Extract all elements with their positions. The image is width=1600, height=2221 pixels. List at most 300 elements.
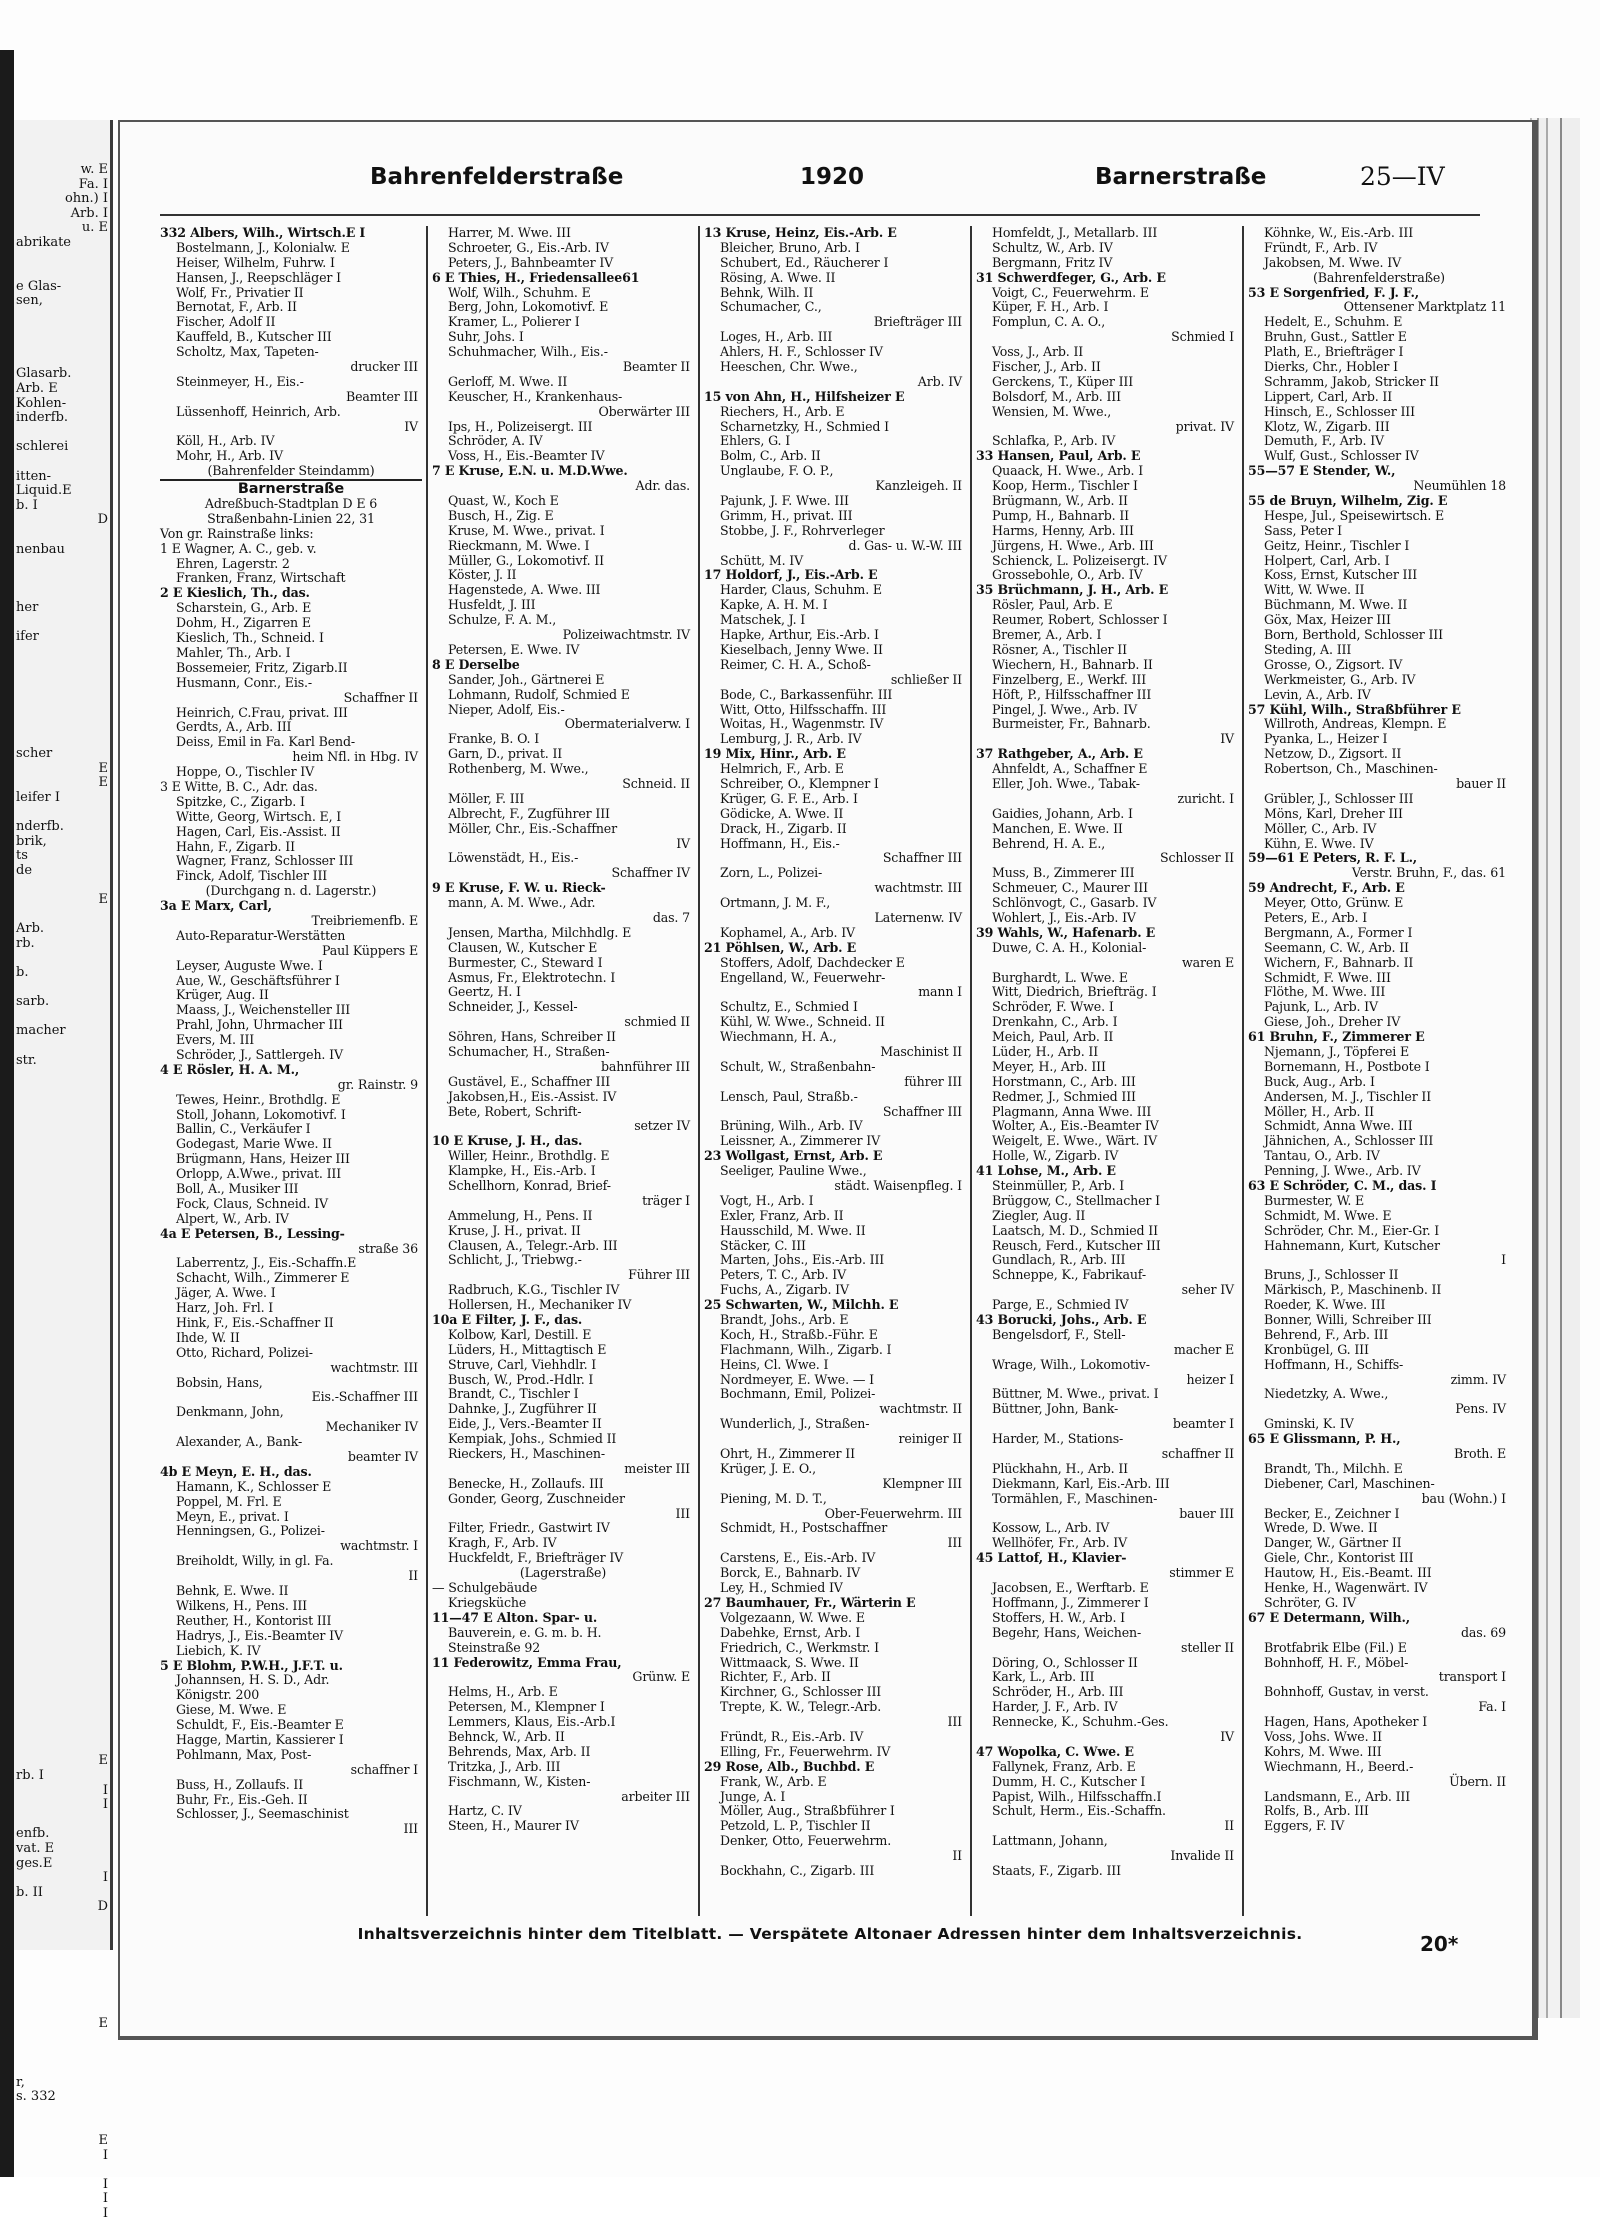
- column-divider: [426, 226, 428, 1916]
- directory-entry-line: Hahnemann, Kurt, Kutscher: [1264, 1237, 1440, 1253]
- directory-entry-line: Brandt, C., Tischler I: [448, 1386, 579, 1402]
- previous-page-text-line: I: [102, 2147, 108, 2163]
- directory-entry-line: Wilkens, H., Pens. III: [176, 1597, 308, 1613]
- directory-entry-line: III: [403, 1821, 418, 1837]
- directory-entry-line: Brügmann, W., Arb. II: [992, 493, 1128, 509]
- directory-entry-line: Scholtz, Max, Tapeten-: [176, 344, 319, 360]
- directory-entry-line: Suhr, Johs. I: [448, 329, 524, 345]
- directory-entry-line: Arb. IV: [917, 373, 962, 389]
- directory-entry-line: Behnk, Wilh. II: [720, 284, 814, 300]
- directory-entry-line: Ehren, Lagerstr. 2: [176, 555, 290, 571]
- directory-entry-line: Schlicht, J., Triebwg.-: [448, 1252, 582, 1268]
- previous-page-text-line: Fa. I: [78, 176, 108, 192]
- directory-entry-line: Weigelt, E. Wwe., Wärt. IV: [992, 1133, 1158, 1149]
- directory-entry-line: Bolsdorf, M., Arb. III: [992, 388, 1121, 404]
- directory-entry-line: Witt, W. Wwe. II: [1264, 582, 1365, 598]
- directory-entry-line: Kanzleigeh. II: [875, 478, 962, 494]
- directory-entry-line: Wolf, Wilh., Schuhm. E: [448, 284, 591, 300]
- directory-entry-line: IV: [1220, 1728, 1234, 1744]
- directory-entry-line: führer III: [904, 1073, 962, 1089]
- directory-entry-line: Clausen, W., Kutscher E: [448, 939, 598, 955]
- directory-entry-line: Woitas, H., Wagenmstr. IV: [720, 716, 884, 732]
- directory-entry-line: Bossemeier, Fritz, Zigarb.II: [176, 659, 348, 675]
- directory-entry-line: Tormählen, F., Maschinen-: [992, 1490, 1158, 1506]
- previous-page-text-line: ges.E: [16, 1855, 53, 1871]
- directory-entry-line: Grünw. E: [632, 1669, 690, 1685]
- directory-entry-line: Schroeter, G., Eis.-Arb. IV: [448, 239, 609, 255]
- directory-entry-line: Söhren, Hans, Schreiber II: [448, 1029, 616, 1045]
- directory-entry-line: Berg, John, Lokomotivf. E: [448, 299, 609, 315]
- directory-entry-line: Lüders, H., Mittagtisch E: [448, 1341, 607, 1357]
- directory-entry-line: Gustävel, E., Schaffner III: [448, 1073, 611, 1089]
- directory-entry-line: Aue, W., Geschäftsführer I: [176, 972, 340, 988]
- previous-page-text-line: s. 332: [16, 2089, 56, 2105]
- directory-entry-line: Gonder, Georg, Zuschneider: [448, 1490, 625, 1506]
- directory-entry-line: Flachmann, Wilh., Zigarb. I: [720, 1341, 892, 1357]
- directory-entry-line: Sass, Peter I: [1264, 522, 1342, 538]
- directory-entry-line: Geertz, H. I: [448, 984, 521, 1000]
- directory-entry-line: Engelland, W., Feuerwehr-: [720, 969, 886, 985]
- directory-entry-line: Schumacher, H., Straßen-: [448, 1043, 610, 1059]
- directory-entry-line: Voss, H., Eis.-Beamter IV: [448, 448, 605, 464]
- directory-entry-line: 11 Federowitz, Emma Frau,: [432, 1654, 622, 1670]
- directory-entry-line: Schröder, A. IV: [448, 433, 543, 449]
- previous-page-text-line: de: [16, 862, 33, 878]
- directory-entry-line: Landsmann, E., Arb. III: [1264, 1788, 1411, 1804]
- directory-entry-line: IV: [404, 418, 418, 434]
- directory-entry-line: Begehr, Hans, Weichen-: [992, 1624, 1142, 1640]
- directory-entry-line: Hagge, Martin, Kassierer I: [176, 1731, 344, 1747]
- directory-entry-line: Rolfs, B., Arb. III: [1264, 1803, 1369, 1819]
- directory-entry-line: Henningsen, G., Polizei-: [176, 1523, 325, 1539]
- directory-entry-line: Möller, F. III: [448, 790, 525, 806]
- directory-entry-line: 3 E Witte, B. C., Adr. das.: [160, 778, 318, 794]
- directory-entry-line: Garn, D., privat. II: [448, 746, 563, 762]
- directory-entry-line: Fa. I: [1478, 1699, 1506, 1715]
- directory-entry-line: Fischer, Adolf II: [176, 314, 276, 330]
- directory-entry-line: Schmeuer, C., Maurer III: [992, 880, 1148, 896]
- directory-entry-line: mann, A. M. Wwe., Adr.: [448, 895, 596, 911]
- directory-entry-line: Diebener, Carl, Maschinen-: [1264, 1475, 1435, 1491]
- previous-page-text-line: scher: [16, 746, 53, 761]
- directory-entry-line: Wohlert, J., Eis.-Arb. IV: [992, 909, 1136, 925]
- header-rule: [160, 214, 1480, 216]
- directory-entry-line: das. 7: [652, 909, 690, 925]
- directory-entry-line: Kruse, J. H., privat. II: [448, 1222, 581, 1238]
- directory-entry-line: Koop, Herm., Tischler I: [992, 478, 1138, 494]
- directory-entry-line: Wichern, F., Bahnarb. II: [1264, 954, 1414, 970]
- directory-entry-line: Ober-Feuerwehrm. III: [824, 1505, 962, 1521]
- directory-entry-line: 7 E Kruse, E.N. u. M.D.Wwe.: [432, 463, 628, 479]
- directory-entry-line: städt. Waisenpfleg. I: [834, 1178, 962, 1193]
- directory-entry-line: Rösler, Paul, Arb. E: [992, 597, 1113, 613]
- directory-entry-line: Meich, Paul, Arb. II: [992, 1029, 1114, 1045]
- directory-entry-line: Bergmann, A., Former I: [1264, 924, 1413, 940]
- directory-entry-line: Schultz, E., Schmied I: [720, 999, 858, 1015]
- directory-entry-line: Gminski, K. IV: [1264, 1416, 1354, 1432]
- directory-entry-line: II: [1224, 1818, 1234, 1834]
- directory-entry-line: Danger, W., Gärtner II: [1264, 1535, 1402, 1551]
- directory-entry-line: III: [947, 1714, 962, 1730]
- directory-entry-line: setzer IV: [634, 1118, 690, 1134]
- directory-entry-line: Straßenbahn-Linien 22, 31: [207, 510, 375, 526]
- directory-entry-line: Alpert, W., Arb. IV: [176, 1210, 289, 1226]
- directory-entry-line: Carstens, E., Eis.-Arb. IV: [720, 1550, 876, 1566]
- column-1: [160, 226, 422, 1916]
- directory-entry-line: 61 Bruhn, F., Zimmerer E: [1248, 1029, 1425, 1045]
- directory-entry-line: Behrend, H. A. E.,: [992, 835, 1106, 851]
- directory-entry-line: Ips, H., Polizeisergt. III: [448, 418, 593, 434]
- directory-entry-line: Gerloff, M. Wwe. II: [448, 373, 568, 389]
- directory-entry-line: Jürgens, H. Wwe., Arb. III: [992, 537, 1154, 553]
- directory-entry-line: Führer III: [628, 1267, 690, 1283]
- directory-entry-line: Höft, P., Hilfsschaffner III: [992, 686, 1152, 702]
- directory-entry-line: schließer II: [890, 671, 962, 687]
- directory-entry-line: Schellhorn, Konrad, Brief-: [448, 1178, 611, 1193]
- directory-entry-line: Richter, F., Arb. II: [720, 1669, 831, 1685]
- directory-entry-line: Laberrentz, J., Eis.-Schaffn.E: [176, 1255, 357, 1271]
- directory-entry-line: Gerckens, T., Küper III: [992, 373, 1134, 389]
- directory-entry-line: Witte, Georg, Wirtsch. E, I: [176, 808, 342, 824]
- directory-entry-line: Trepte, K. W., Telegr.-Arb.: [720, 1699, 882, 1715]
- directory-entry-line: Müller, G., Lokomotivf. II: [448, 552, 604, 568]
- directory-entry-line: Schmied I: [1171, 329, 1234, 345]
- directory-entry-line: Reusch, Ferd., Kutscher III: [992, 1237, 1161, 1253]
- directory-entry-line: Born, Berthold, Schlosser III: [1264, 627, 1443, 643]
- directory-entry-line: Möller, Aug., Straßbführer I: [720, 1803, 895, 1819]
- previous-page-text-line: ohn.) I: [64, 191, 108, 207]
- directory-entry-line: Hagenstede, A. Wwe. III: [448, 582, 601, 598]
- directory-entry-line: Köll, H., Arb. IV: [176, 433, 275, 449]
- directory-entry-line: Hapke, Arthur, Eis.-Arb. I: [720, 627, 879, 643]
- directory-entry-line: Schubert, Ed., Räucherer I: [720, 254, 889, 270]
- directory-entry-line: Drack, H., Zigarb. II: [720, 820, 847, 836]
- directory-entry-line: Obermaterialverw. I: [564, 716, 690, 732]
- directory-entry-line: Schröder, F. Wwe. I: [992, 999, 1114, 1015]
- directory-entry-line: Borck, E., Bahnarb. IV: [720, 1565, 861, 1581]
- directory-entry-line: 55—57 E Stender, W.,: [1248, 463, 1396, 479]
- directory-entry-line: Kühl, W. Wwe., Schneid. II: [720, 1014, 885, 1030]
- directory-entry-line: Löwenstädt, H., Eis.-: [448, 850, 579, 866]
- directory-entry-line: Parge, E., Schmied IV: [992, 1297, 1129, 1313]
- directory-entry-line: Muss, B., Zimmerer III: [992, 865, 1135, 881]
- directory-entry-line: Oberwärter III: [598, 403, 690, 419]
- directory-entry-line: Köster, J. II: [448, 567, 517, 583]
- directory-entry-line: (Durchgang n. d. Lagerstr.): [205, 883, 377, 899]
- directory-entry-line: Voigt, C., Feuerwehrm. E: [992, 284, 1149, 300]
- directory-entry-line: Tritzka, J., Arb. III: [448, 1758, 561, 1774]
- directory-entry-line: Fründt, R., Eis.-Arb. IV: [720, 1728, 864, 1744]
- directory-entry-line: Grosse, O., Zigsort. IV: [1264, 656, 1403, 672]
- directory-entry-line: Bruns, J., Schlosser II: [1264, 1267, 1399, 1283]
- directory-entry-line: heizer I: [1186, 1371, 1234, 1387]
- directory-entry-line: Invalide II: [1170, 1848, 1234, 1864]
- directory-entry-line: Harder, M., Stations-: [992, 1431, 1124, 1447]
- directory-entry-line: Niedetzky, A. Wwe.,: [1264, 1386, 1389, 1402]
- directory-entry-line: Wolter, A., Eis.-Beamter IV: [992, 1118, 1159, 1134]
- directory-entry-line: 57 Kühl, Wilh., Straßbführer E: [1248, 701, 1461, 717]
- directory-entry-line: Stoffers, H. W., Arb. I: [992, 1609, 1125, 1625]
- directory-entry-line: 31 Schwerdfeger, G., Arb. E: [976, 269, 1166, 285]
- directory-entry-line: Rösner, A., Tischler II: [992, 641, 1127, 657]
- previous-page-text-line: leifer I: [16, 789, 60, 805]
- directory-entry-line: Schaffner III: [882, 1103, 962, 1119]
- directory-entry-line: 8 E Derselbe: [432, 656, 520, 672]
- directory-entry-line: Becker, E., Zeichner I: [1264, 1505, 1400, 1521]
- directory-entry-line: Möller, H., Arb. II: [1264, 1103, 1374, 1119]
- directory-entry-line: Jensen, Martha, Milchhdlg. E: [448, 924, 632, 940]
- directory-entry-line: Rennecke, K., Schuhm.-Ges.: [992, 1714, 1169, 1730]
- directory-entry-line: Ammelung, H., Pens. II: [448, 1207, 593, 1223]
- directory-entry-line: Schlönvogt, C., Gasarb. IV: [992, 895, 1157, 911]
- directory-entry-line: Bleicher, Bruno, Arb. I: [720, 239, 860, 255]
- directory-entry-line: Eis.-Schaffner III: [311, 1389, 418, 1405]
- header-page-number: 25—IV: [1360, 162, 1445, 191]
- directory-entry-line: Bohnhoff, Gustav, in verst.: [1264, 1684, 1429, 1700]
- directory-entry-line: Schütt, M. IV: [720, 552, 804, 568]
- directory-entry-line: Willer, Heinr., Brothdlg. E: [448, 1148, 610, 1164]
- directory-entry-line: Willroth, Andreas, Klempn. E: [1264, 716, 1447, 732]
- directory-entry-line: Radbruch, K.G., Tischler IV: [448, 1282, 620, 1298]
- directory-entry-line: Lensch, Paul, Straßb.-: [720, 1088, 858, 1104]
- directory-entry-line: Brüning, Wilh., Arb. IV: [720, 1118, 863, 1134]
- previous-page-text-line: enfb.: [16, 1826, 50, 1842]
- directory-entry-line: Reuther, H., Kontorist III: [176, 1612, 332, 1628]
- directory-entry-line: 11—47 E Alton. Spar- u.: [432, 1609, 598, 1625]
- directory-entry-line: Hinsch, E., Schlosser III: [1264, 403, 1415, 419]
- directory-entry-line: Deiss, Emil in Fa. Karl Bend-: [176, 734, 355, 750]
- directory-entry-line: Godegast, Marie Wwe. II: [176, 1136, 332, 1152]
- directory-entry-line: Pump, H., Bahnarb. II: [992, 507, 1129, 523]
- directory-entry-line: Pajunk, L., Arb. IV: [1264, 999, 1378, 1015]
- directory-entry-line: Nordmeyer, E. Wwe. — I: [720, 1371, 874, 1387]
- directory-entry-line: Schneid. II: [622, 775, 690, 791]
- directory-entry-line: Diekmann, Karl, Eis.-Arb. III: [992, 1475, 1170, 1491]
- directory-entry-line: Jäger, A. Wwe. I: [176, 1285, 276, 1301]
- directory-entry-line: 39 Wahls, W., Hafenarb. E: [976, 924, 1156, 940]
- directory-entry-line: Hausschild, M. Wwe. II: [720, 1222, 866, 1238]
- directory-entry-line: Verstr. Bruhn, F., das. 61: [1351, 865, 1506, 881]
- directory-entry-line: 21 Pöhlsen, W., Arb. E: [704, 939, 857, 955]
- previous-page-text-line: I: [102, 1782, 108, 1798]
- directory-entry-line: Maass, J., Weichensteller III: [176, 1002, 351, 1018]
- directory-entry-line: Steinmüller, P., Arb. I: [992, 1178, 1125, 1193]
- previous-page-text-line: schlerei: [16, 439, 69, 455]
- directory-entry-line: Reumer, Robert, Schlosser I: [992, 612, 1168, 628]
- directory-entry-line: Eggers, F. IV: [1264, 1818, 1345, 1834]
- directory-entry-line: Krüger, J. E. O.,: [720, 1460, 817, 1476]
- directory-entry-line: Alexander, A., Bank-: [176, 1434, 303, 1450]
- directory-entry-line: Hedelt, E., Schuhm. E: [1264, 314, 1403, 330]
- directory-entry-line: IV: [1220, 731, 1234, 747]
- directory-entry-line: Klampke, H., Eis.-Arb. I: [448, 1163, 596, 1179]
- column-4: [976, 226, 1238, 1916]
- directory-entry-line: Henke, H., Wagenwärt. IV: [1264, 1580, 1428, 1596]
- directory-entry-line: heim Nfl. in Hbg. IV: [292, 749, 418, 765]
- previous-page-text-line: ts: [16, 848, 28, 864]
- directory-entry-line: Hagen, Carl, Eis.-Assist. II: [176, 823, 341, 839]
- directory-entry-line: 332 Albers, Wilh., Wirtsch.E I: [160, 225, 366, 240]
- directory-entry-line: Koch, H., Straßb.-Führ. E: [720, 1326, 878, 1342]
- directory-entry-line: Helmrich, F., Arb. E: [720, 761, 844, 777]
- directory-entry-line: Wagner, Franz, Schlosser III: [176, 853, 354, 869]
- directory-entry-line: 6 E Thies, H., Friedensallee61: [432, 269, 640, 285]
- directory-entry-line: Buck, Aug., Arb. I: [1264, 1073, 1375, 1089]
- directory-entry-line: Burmester, C., Steward I: [448, 954, 603, 970]
- directory-entry-line: Schröder, J., Sattlergeh. IV: [176, 1046, 343, 1062]
- directory-entry-line: Brandt, Th., Milchh. E: [1264, 1460, 1403, 1476]
- directory-entry-line: Hamann, K., Schlosser E: [176, 1478, 332, 1494]
- directory-entry-line: Kophamel, A., Arb. IV: [720, 924, 855, 940]
- directory-entry-line: beamter IV: [347, 1449, 418, 1465]
- directory-entry-line: Franke, B. O. I: [448, 731, 540, 747]
- previous-page-text-line: b.: [16, 965, 29, 980]
- directory-entry-line: Heeschen, Chr. Wwe.,: [720, 359, 858, 375]
- directory-entry-line: Petzold, L. P., Tischler II: [720, 1818, 871, 1834]
- directory-entry-line: Gundlach, R., Arb. III: [992, 1252, 1126, 1268]
- directory-entry-line: Märkisch, P., Maschinenb. II: [1264, 1282, 1442, 1298]
- directory-entry-line: Adreßbuch-Stadtplan D E 6: [204, 496, 378, 512]
- directory-entry-line: Tantau, O., Arb. IV: [1264, 1148, 1380, 1164]
- directory-entry-line: bauer II: [1456, 775, 1506, 791]
- directory-entry-line: träger I: [642, 1192, 690, 1208]
- directory-entry-line: Hansen, J., Reepschläger I: [176, 269, 341, 285]
- directory-entry-line: Hollersen, H., Mechaniker IV: [448, 1297, 632, 1313]
- directory-entry-line: bahnführer III: [601, 1058, 690, 1074]
- directory-entry-line: Schienck, L. Polizeisergt. IV: [992, 552, 1167, 568]
- previous-page-text-line: I: [102, 1870, 108, 1886]
- directory-entry-line: Flöthe, M. Wwe. III: [1264, 984, 1386, 1000]
- previous-page-text-line: itten-: [16, 468, 52, 484]
- directory-entry-line: Laatsch, M. D., Schmied II: [992, 1222, 1158, 1238]
- previous-page-text-line: e Glas-: [16, 278, 62, 294]
- directory-entry-line: gr. Rainstr. 9: [337, 1076, 418, 1092]
- previous-page-edge: [14, 120, 113, 2221]
- directory-entry-line: wachtmstr. II: [879, 1401, 962, 1417]
- directory-entry-line: Pyanka, L., Heizer I: [1264, 731, 1388, 747]
- directory-entry-line: Ahnfeldt, A., Schaffner E: [992, 761, 1148, 777]
- directory-entry-line: Hespe, Jul., Speisewirtsch. E: [1264, 507, 1445, 523]
- directory-entry-line: Bochmann, Emil, Polizei-: [720, 1386, 876, 1402]
- directory-entry-line: Husmann, Conr., Eis.-: [176, 674, 313, 690]
- directory-entry-line: Jacobsen, E., Werftarb. E: [992, 1580, 1149, 1596]
- directory-entry-line: Kruse, M. Wwe., privat. I: [448, 522, 605, 538]
- directory-entry-line: Piening, M. D. T.,: [720, 1490, 827, 1506]
- directory-entry-line: Stoll, Johann, Lokomotivf. I: [176, 1106, 346, 1122]
- directory-entry-line: Wrage, Wilh., Lokomotiv-: [992, 1356, 1150, 1372]
- directory-entry-line: Burmester, W. E: [1264, 1192, 1365, 1208]
- directory-entry-line: Scharnetzky, H., Schmied I: [720, 418, 890, 434]
- directory-entry-line: Friedrich, C., Werkmstr. I: [720, 1639, 879, 1655]
- directory-entry-line: Schlosser, J., Seemaschinist: [176, 1806, 349, 1822]
- directory-entry-line: Hoffmann, H., Schiffs-: [1264, 1356, 1404, 1372]
- directory-entry-line: Dierks, Chr., Hobler I: [1264, 359, 1398, 375]
- directory-entry-line: Plückhahn, H., Arb. II: [992, 1460, 1128, 1476]
- directory-entry-line: Burmeister, Fr., Bahnarb.: [992, 716, 1151, 732]
- directory-entry-line: Polizeiwachtmstr. IV: [562, 627, 690, 643]
- directory-entry-line: Plagmann, Anna Wwe. III: [992, 1103, 1152, 1119]
- previous-page-text-line: I: [102, 2176, 108, 2192]
- directory-entry-line: Schumacher, C.,: [720, 299, 822, 315]
- directory-entry-line: bauer III: [1179, 1505, 1234, 1521]
- directory-entry-line: Mohr, H., Arb. IV: [176, 448, 283, 464]
- directory-entry-line: Husfeldt, J. III: [448, 597, 536, 613]
- directory-entry-line: Buhr, Fr., Eis.-Geh. II: [176, 1791, 308, 1807]
- previous-page-text-line: nenbau: [16, 541, 65, 557]
- directory-entry-line: Filter, Friedr., Gastwirt IV: [448, 1520, 610, 1536]
- directory-entry-line: mann I: [918, 984, 962, 1000]
- previous-page-text-line: nderfb.: [16, 819, 64, 834]
- directory-entry-line: schmied II: [624, 1014, 690, 1030]
- previous-page-text-line: brik,: [16, 833, 47, 849]
- directory-entry-line: Dabehke, Ernst, Arb. I: [720, 1624, 861, 1640]
- directory-entry-line: Papist, Wilh., Hilfsschaffn.I: [992, 1788, 1162, 1804]
- previous-page-text-line: Liquid.E: [16, 483, 72, 499]
- directory-entry-line: zimm. IV: [1450, 1371, 1506, 1387]
- previous-page-text-line: str.: [16, 1052, 37, 1068]
- directory-entry-line: Lemmers, Klaus, Eis.-Arb.I: [448, 1714, 616, 1730]
- directory-entry-line: Briefträger III: [873, 314, 962, 330]
- directory-entry-line: Gaidies, Johann, Arb. I: [992, 805, 1133, 821]
- directory-entry-line: Bobsin, Hans,: [176, 1374, 263, 1390]
- previous-page-text-line: her: [16, 600, 39, 615]
- directory-entry-line: Evers, M. III: [176, 1032, 255, 1048]
- directory-entry-line: 59 Andrecht, F., Arb. E: [1248, 880, 1405, 896]
- directory-entry-line: Neumühlen 18: [1413, 478, 1506, 494]
- directory-entry-line: Hartz, C. IV: [448, 1803, 522, 1819]
- directory-entry-line: Bauverein, e. G. m. b. H.: [448, 1624, 602, 1640]
- directory-entry-line: Manchen, E. Wwe. II: [992, 820, 1123, 836]
- directory-entry-line: Schröder, H., Arb. III: [992, 1684, 1124, 1700]
- directory-entry-line: Demuth, F., Arb. IV: [1264, 433, 1384, 449]
- directory-entry-line: Albrecht, F., Zugführer III: [448, 805, 610, 821]
- directory-entry-line: Harrer, M. Wwe. III: [448, 225, 571, 240]
- scanner-border: [0, 50, 14, 2177]
- previous-page-text-line: b. I: [16, 497, 38, 513]
- directory-entry-line: reiniger II: [898, 1431, 962, 1447]
- directory-entry-line: Giese, M. Wwe. E: [176, 1702, 287, 1718]
- directory-entry-line: Asmus, Fr., Elektrotechn. I: [448, 969, 616, 985]
- directory-entry-line: 4a E Petersen, B., Lessing-: [160, 1225, 345, 1241]
- directory-entry-line: 65 E Glissmann, P. H.,: [1248, 1431, 1401, 1447]
- directory-entry-line: Krüger, G. F. E., Arb. I: [720, 790, 858, 806]
- directory-entry-line: Bohnhoff, H. F., Möbel-: [1264, 1654, 1409, 1670]
- directory-entry-line: Giese, Joh., Dreher IV: [1264, 1014, 1401, 1030]
- directory-entry-line: Schreiber, O., Klempner I: [720, 775, 879, 791]
- directory-entry-line: Meyer, H., Arb. III: [992, 1058, 1106, 1074]
- directory-entry-line: Steen, H., Maurer IV: [448, 1818, 579, 1834]
- directory-entry-line: Rothenberg, M. Wwe.,: [448, 761, 589, 777]
- directory-entry-line: Bernotat, F., Arb. II: [176, 299, 297, 315]
- directory-entry-line: Buss, H., Zollaufs. II: [176, 1776, 304, 1792]
- directory-entry-line: Leissner, A., Zimmerer IV: [720, 1133, 881, 1149]
- directory-entry-line: Denker, Otto, Feuerwehrm.: [720, 1833, 892, 1849]
- directory-entry-line: Riechers, H., Arb. E: [720, 403, 845, 419]
- directory-entry-line: Gerdts, A., Arb. III: [176, 719, 292, 735]
- directory-entry-line: Stoffers, Adolf, Dachdecker E: [720, 954, 905, 970]
- previous-page-text-line: Arb.: [16, 921, 45, 937]
- directory-entry-line: Ehlers, G. I: [720, 433, 791, 449]
- directory-entry-line: Ahlers, H. F., Schlosser IV: [720, 344, 883, 360]
- directory-entry-line: Ballin, C., Verkäufer I: [176, 1121, 311, 1137]
- directory-entry-line: Schaffner IV: [611, 865, 690, 881]
- directory-entry-line: Harder, J. F., Arb. IV: [992, 1699, 1118, 1715]
- directory-entry-line: Lohmann, Rudolf, Schmied E: [448, 686, 630, 702]
- directory-entry-line: Gödicke, A. Wwe. II: [720, 805, 844, 821]
- previous-page-text-line: E: [98, 1753, 108, 1769]
- directory-entry-line: (Lagerstraße): [519, 1565, 607, 1581]
- directory-entry-line: waren E: [1181, 954, 1234, 970]
